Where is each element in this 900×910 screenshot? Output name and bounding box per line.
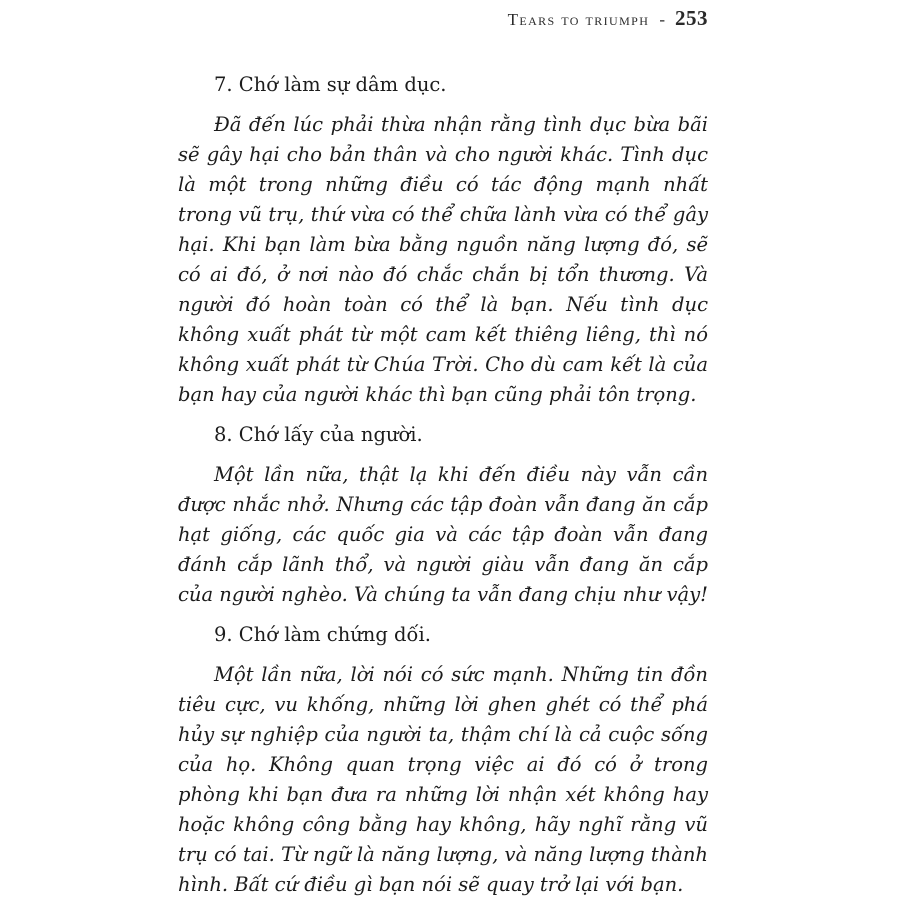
rule-7-heading: 7. Chớ làm sự dâm dục. <box>214 73 447 96</box>
rule-9-heading: 9. Chớ làm chứng dối. <box>214 623 431 646</box>
rule-8-body: Một lần nữa, thật lạ khi đến điều này vẫn cần được nhắc nhở. Nhưng các tập đoàn vẫn đang ăn cắp hạt giống, các quốc gia và các tập đoàn vẫn đang đánh cắp lãnh thổ, và người giàu vẫn đang ăn cắp của người nghèo. Và chúng ta vẫn đang chịu như vậy! <box>178 463 708 606</box>
rule-8-heading: 8. Chớ lấy của người. <box>214 423 423 446</box>
running-head-separator: - <box>659 10 665 29</box>
page-body <box>178 70 708 910</box>
rule-7-body: Đã đến lúc phải thừa nhận rằng tình dục bừa bãi sẽ gây hại cho bản thân và cho người khác. Tình dục là một trong những điều có tác động mạnh nhất trong vũ trụ, thứ vừa có thể chữa lành vừa có thể gây hại. Khi bạn làm bừa bằng nguồn năng lượng đó, sẽ có ai đó, ở nơi nào đó chắc chắn bị tổn thương. Và người đó hoàn toàn có thể là bạn. Nếu tình dục không xuất phát từ một cam kết thiêng liêng, thì nó không xuất phát từ Chúa Trời. Cho dù cam kết là của bạn hay của người khác thì bạn cũng phải tôn trọng. <box>178 113 708 406</box>
rule-9-body: Một lần nữa, lời nói có sức mạnh. Những tin đồn tiêu cực, vu khống, những lời ghen ghét có thể phá hủy sự nghiệp của người ta, thậm chí là cả cuộc sống của họ. Không quan trọng việc ai đó có ở trong phòng khi bạn đưa ra những lời nhận xét không hay hoặc không công bằng hay không, hãy nghĩ rằng vũ trụ có tai. Từ ngữ là năng lượng, và năng lượng thành hình. Bất cứ điều gì bạn nói sẽ quay trở lại với bạn. <box>178 663 708 896</box>
running-head-title: Tears to triumph <box>507 10 650 29</box>
running-head <box>508 6 708 31</box>
page-number: 253 <box>675 6 708 30</box>
